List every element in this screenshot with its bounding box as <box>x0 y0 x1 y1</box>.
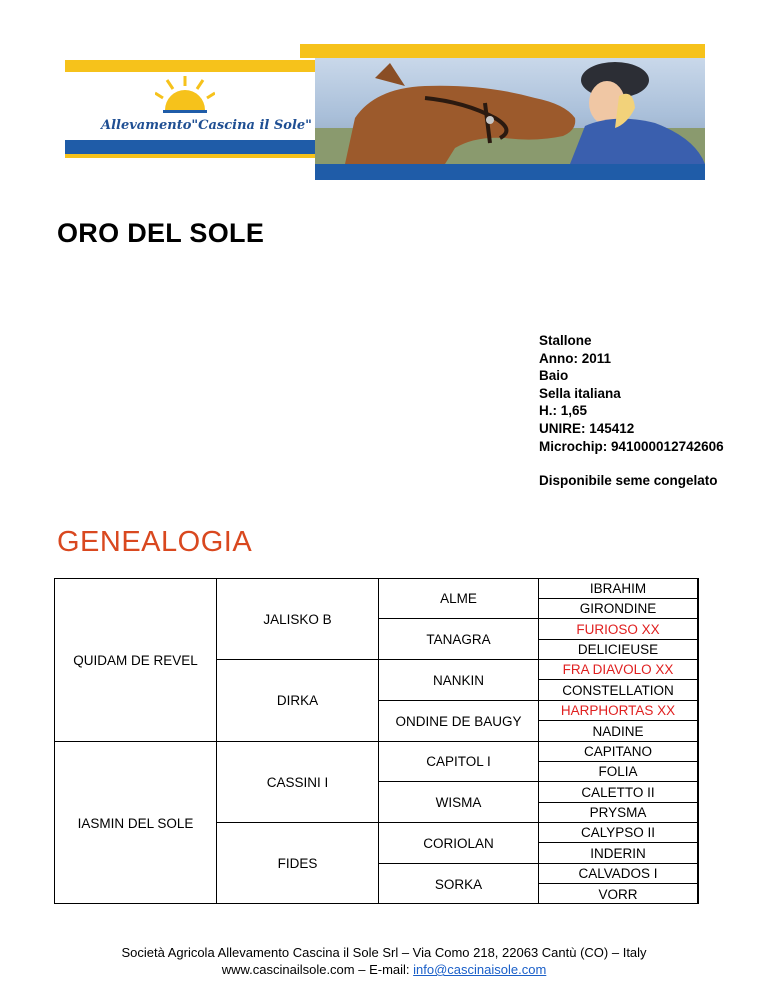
pedigree-gen3: NANKIN <box>379 660 539 701</box>
page-footer <box>0 944 768 978</box>
pedigree-gen4: GIRONDINE <box>539 599 698 619</box>
banner-yellow-band-left <box>65 60 315 72</box>
pedigree-gen4: DELICIEUSE <box>539 640 698 660</box>
pedigree-gen2: CASSINI I <box>217 742 379 823</box>
pedigree-gen3: CORIOLAN <box>379 823 539 864</box>
horse-photo <box>315 58 705 164</box>
pedigree-table <box>54 578 699 904</box>
pedigree-gen2: DIRKA <box>217 660 379 742</box>
pedigree-gen4: INDERIN <box>539 843 698 864</box>
footer-contact <box>0 961 768 978</box>
pedigree-gen4: CALVADOS I <box>539 864 698 884</box>
pedigree-gen4: NADINE <box>539 721 698 742</box>
email-link[interactable]: info@cascinaisole.com <box>413 962 547 977</box>
pedigree-sire: QUIDAM DE REVEL <box>55 579 217 742</box>
info-year: Anno: 2011 <box>539 350 612 366</box>
banner-blue-band-left <box>65 140 315 154</box>
pedigree-gen3: SORKA <box>379 864 539 904</box>
banner-yellow-stripe <box>65 154 315 158</box>
info-unire: UNIRE: 145412 <box>539 420 635 436</box>
pedigree-gen3: ONDINE DE BAUGY <box>379 701 539 742</box>
sun-icon <box>155 76 215 116</box>
pedigree-gen4: PRYSMA <box>539 803 698 823</box>
footer-website: www.cascinailsole.com – E-mail: <box>221 962 414 977</box>
pedigree-gen3: CAPITOL I <box>379 742 539 782</box>
pedigree-gen3: TANAGRA <box>379 619 539 660</box>
info-color: Baio <box>539 368 569 384</box>
pedigree-gen4: IBRAHIM <box>539 579 698 599</box>
pedigree-dam: IASMIN DEL SOLE <box>55 742 217 904</box>
info-height: H.: 1,65 <box>539 403 588 419</box>
footer-address: Società Agricola Allevamento Cascina il Sole Srl – Via Como 218, 22063 Cantù (CO) – Italy <box>121 945 647 960</box>
info-type: Stallone <box>539 333 592 348</box>
pedigree-gen3: WISMA <box>379 782 539 823</box>
pedigree-gen4: FOLIA <box>539 762 698 782</box>
pedigree-gen3: ALME <box>379 579 539 619</box>
pedigree-gen4: HARPHORTAS XX <box>539 701 698 721</box>
pedigree-gen4: CALYPSO II <box>539 823 698 843</box>
pedigree-gen4: VORR <box>539 884 698 904</box>
logo-text: Allevamento"Cascina il Sole" <box>101 118 312 133</box>
pedigree-gen4: FURIOSO XX <box>539 619 698 640</box>
horse-info <box>539 332 724 490</box>
pedigree-gen4: FRA DIAVOLO XX <box>539 660 698 680</box>
pedigree-gen4: CONSTELLATION <box>539 680 698 701</box>
pedigree-gen4: CALETTO II <box>539 782 698 803</box>
pedigree-gen4: CAPITANO <box>539 742 698 762</box>
page-title: ORO DEL SOLE <box>57 218 265 248</box>
banner-yellow-band <box>300 44 705 58</box>
pedigree-gen2: FIDES <box>217 823 379 904</box>
info-microchip: Microchip: 941000012742606 <box>539 438 724 454</box>
banner-blue-band <box>315 164 705 180</box>
info-breed: Sella italiana <box>539 385 621 401</box>
section-title: GENEALOGIA <box>57 526 253 558</box>
info-note: Disponibile seme congelato <box>539 473 718 489</box>
brand-logo <box>65 72 315 140</box>
pedigree-gen2: JALISKO B <box>217 579 379 660</box>
header-banner <box>65 44 705 180</box>
